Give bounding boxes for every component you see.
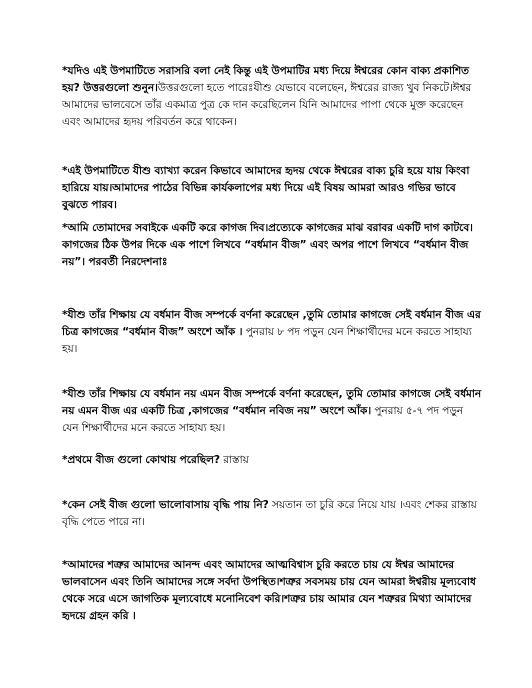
paragraph-3-bold: *আমি তোমাদের সবাইকে একটি করে কাগজ দিব।প্রত্যেকে কাগজের মাঝ বরাবর একটি দাগ কাটবে। কাগজের ঠিক উপর দিকে এক পাশে লিখবে “বর্ধমান বীজ” এবং অপর পাশে লিখবে “বর্ধমান বীজ নয়”। পরবর্তী নিরদেশনাঃ: [62, 221, 473, 268]
paragraph-6-bold: *প্রথমে বীজ গুলো কোথায় পরেছিল?: [62, 453, 220, 466]
paragraph-8: [62, 557, 482, 626]
paragraph-2-bold: *এই উপমাটিতে যীশু ব্যাখ্যা করেন কিভাবে আমাদের হৃদয় থেকে ঈশ্বরের বাক্য চুরি হয়ে যায় কিংবা হারিয়ে যায়।আমাদের পাঠের বিভিন্ন কার্যকলাপের মধ্য দিয়ে এই বিষয় আমরা আরও গভির ভাবে বুঝতে পারব।: [62, 164, 470, 211]
paragraph-5-bold: *যীশু তাঁর শিক্ষায় যে বর্ধমান নয় এমন বীজ সম্পর্কে বর্ণনা করেছেন, তুমি তোমার কাগজে সেই বর্ধমান নয় এমন বীজ এর একটি চিত্র ,কাগজের “বর্ধমান নবিজ নয়” অংশে আঁক।: [62, 387, 482, 417]
paragraph-5: [62, 386, 482, 438]
paragraph-8-bold: *আমাদের শত্রুর আমাদের আনন্দ এবং আমাদের আত্মবিশ্বাস চুরি করতে চায় যে ঈশ্বর আমাদের ভালবাসেন এবং তিনি আমাদের সঙ্গে সর্বদা উপস্থিত।শত্রুর সবসময় চায় যেন আমরা ঈশ্বরীয় মূল্যবোধ থেকে সরে এসে জাগতিক মূল্যবোধে মনোনিবেশ করি।শত্রুর চায় আমার যেন শত্রুরর মিথ্যা আমাদের হৃদয়ে গ্রহন করি ।: [62, 558, 476, 623]
paragraph-7: [62, 497, 482, 531]
paragraph-3: [62, 220, 482, 272]
paragraph-7-bold: *কেন সেই বীজ গুলো ভালোবাসায় বৃদ্ধি পায় নি?: [62, 498, 269, 511]
paragraph-6: [62, 452, 482, 469]
paragraph-1: [62, 63, 482, 132]
paragraph-1-text: উত্তরগুলো হতে পারেঃযীশু যেভাবে বলেছেন, ঈশ্বরের রাজ্য খুব নিকটে।ঈশ্বর আমাদের ভালবেসে তাঁর একমাত্র পুত্র কে দান করেছিলেন যিনি আমাদের পাপা থেকে মুক্ত করেছেন এবং আমাদের হৃদয় পরিবর্তন করে থাকেন।: [62, 81, 472, 129]
paragraph-5-text: পুনরায় ৫-৭ পদ পড়ুন যেন শিক্ষার্থীদের মনে করতে সাহায্য হয়।: [62, 404, 464, 434]
paragraph-4-bold: *যীশু তাঁর শিক্ষায় যে বর্ধমান বীজ সম্পর্কে বর্ণনা করেছেন ,তুমি তোমার কাগজে সেই বর্ধমান বীজ এর চিত্র কাগজের “বর্ধমান বীজ” অংশে আঁক ।: [62, 308, 481, 338]
paragraph-4-text: পুনরায় ৮ পদ পড়ুন যেন শিক্ষার্থীদের মনে করতে সাহায্য হয়।: [62, 325, 472, 355]
paragraph-1-bold: *যদিও এই উপমাটিতে সরাসরি বলা নেই কিন্তু এই উপমাটির মধ্য দিয়ে ঈশ্বরের কোন বাক্য প্রকাশিত হয়? উত্তরগুলো শুনুন।: [62, 64, 469, 94]
paragraph-7-text: সয়তান তা চুরি করে নিয়ে যায় ।এবং শেকর রাস্তায় বৃদ্ধি পেতে পারে না।: [62, 498, 477, 528]
paragraph-6-text: রাস্তায়: [219, 453, 249, 466]
paragraph-4: [62, 307, 482, 359]
paragraph-2: [62, 163, 482, 215]
